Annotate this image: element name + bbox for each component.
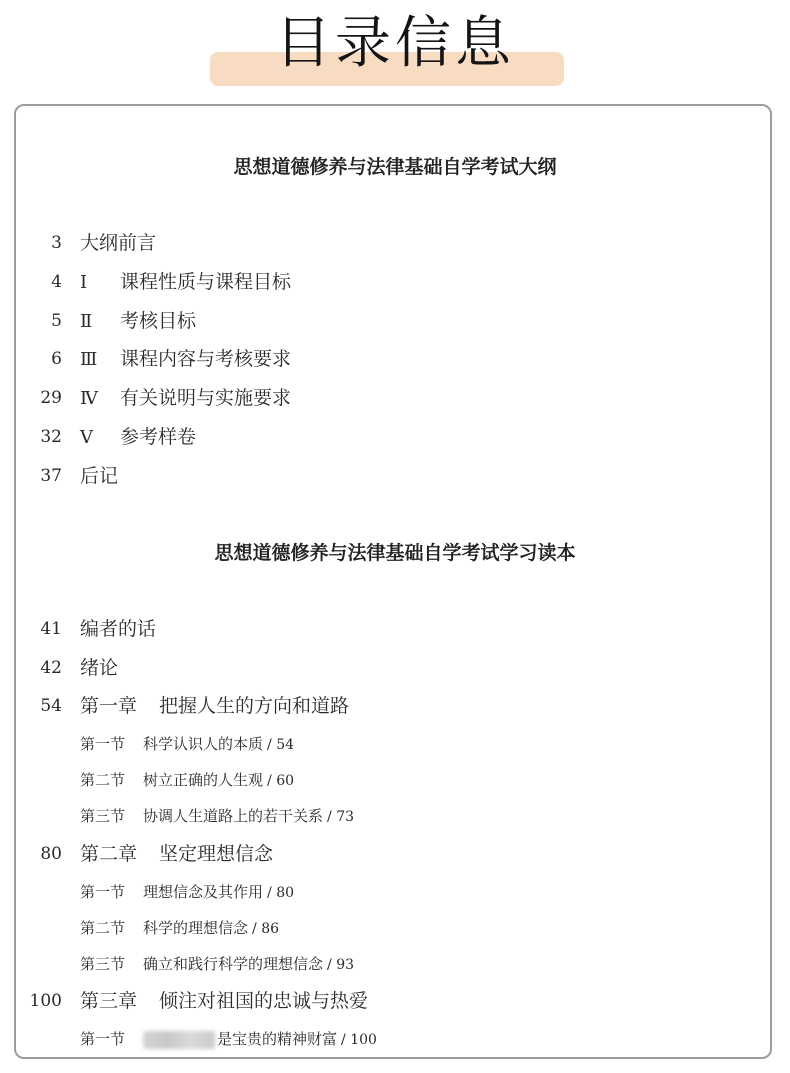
entry-title: 后记 [80, 465, 119, 487]
section-label: 第三节 [80, 807, 126, 825]
page-number: 6 [51, 349, 62, 369]
blurred-text [143, 1031, 215, 1049]
section-entry [80, 879, 294, 905]
page-number: 32 [40, 427, 62, 447]
toc-card [14, 104, 772, 1059]
roman-numeral: Ⅲ [80, 349, 98, 370]
section-page: / 60 [267, 773, 295, 789]
section-entry [80, 803, 354, 829]
section-page: / 100 [341, 1032, 377, 1048]
page-number: 37 [40, 466, 62, 486]
entry-title: 参考样卷 [120, 426, 197, 448]
roman-numeral: Ⅱ [80, 311, 93, 332]
section-entry [80, 951, 354, 977]
entry-title: 课程性质与课程目标 [120, 271, 292, 293]
page-number: 41 [40, 619, 62, 639]
entry-title: 课程内容与考核要求 [120, 348, 292, 370]
section-label: 第三节 [80, 955, 126, 973]
section-page: / 54 [267, 737, 295, 753]
section-title: 协调人生道路上的若干关系 [143, 807, 324, 825]
chapter-label: 第二章 [80, 843, 138, 865]
section-title: 科学的理想信念 [143, 919, 249, 937]
section-label: 第一节 [80, 735, 126, 753]
page-number: 54 [40, 696, 62, 716]
entry-title: 有关说明与实施要求 [120, 387, 292, 409]
roman-numeral: Ⅰ [80, 272, 88, 293]
entry-title: 考核目标 [120, 310, 197, 332]
page-number: 42 [40, 658, 62, 678]
chapter-title: 坚定理想信念 [159, 843, 274, 865]
section-page: / 93 [327, 957, 355, 973]
section-entry [80, 731, 294, 757]
entry-title: 编者的话 [80, 618, 157, 640]
chapter-label: 第一章 [80, 695, 138, 717]
reader-section-title: 思想道德修养与法律基础自学考试学习读本 [214, 542, 576, 564]
section-label: 第二节 [80, 919, 126, 937]
page-number: 100 [29, 991, 62, 1011]
page-header [0, 0, 790, 100]
section-title: 确立和践行科学的理想信念 [143, 955, 324, 973]
section-entry [80, 767, 294, 793]
section-entry [80, 1026, 377, 1052]
outline-section-title: 思想道德修养与法律基础自学考试大纲 [233, 156, 557, 178]
page-number: 80 [40, 844, 62, 864]
page-number: 4 [51, 272, 62, 292]
section-title: 理想信念及其作用 [143, 883, 264, 901]
chapter-title: 把握人生的方向和道路 [159, 695, 350, 717]
page-number: 5 [51, 311, 62, 331]
section-label: 第一节 [80, 1030, 126, 1048]
roman-numeral: Ⅴ [80, 427, 93, 448]
page-title: 目录信息 [275, 11, 515, 76]
section-label: 第二节 [80, 771, 126, 789]
roman-numeral: Ⅳ [80, 388, 98, 409]
section-page: / 80 [267, 885, 295, 901]
entry-title: 大纲前言 [80, 232, 157, 254]
page-number: 29 [40, 388, 62, 408]
section-title: 是宝贵的精神财富 [217, 1030, 338, 1048]
section-page: / 73 [327, 809, 355, 825]
page-number: 3 [51, 233, 62, 253]
section-page: / 86 [252, 921, 280, 937]
section-label: 第一节 [80, 883, 126, 901]
chapter-title: 倾注对祖国的忠诚与热爱 [159, 990, 369, 1012]
section-title: 树立正确的人生观 [143, 771, 264, 789]
entry-title: 绪论 [80, 657, 119, 679]
section-title: 科学认识人的本质 [143, 735, 264, 753]
section-entry [80, 915, 279, 941]
chapter-label: 第三章 [80, 990, 138, 1012]
